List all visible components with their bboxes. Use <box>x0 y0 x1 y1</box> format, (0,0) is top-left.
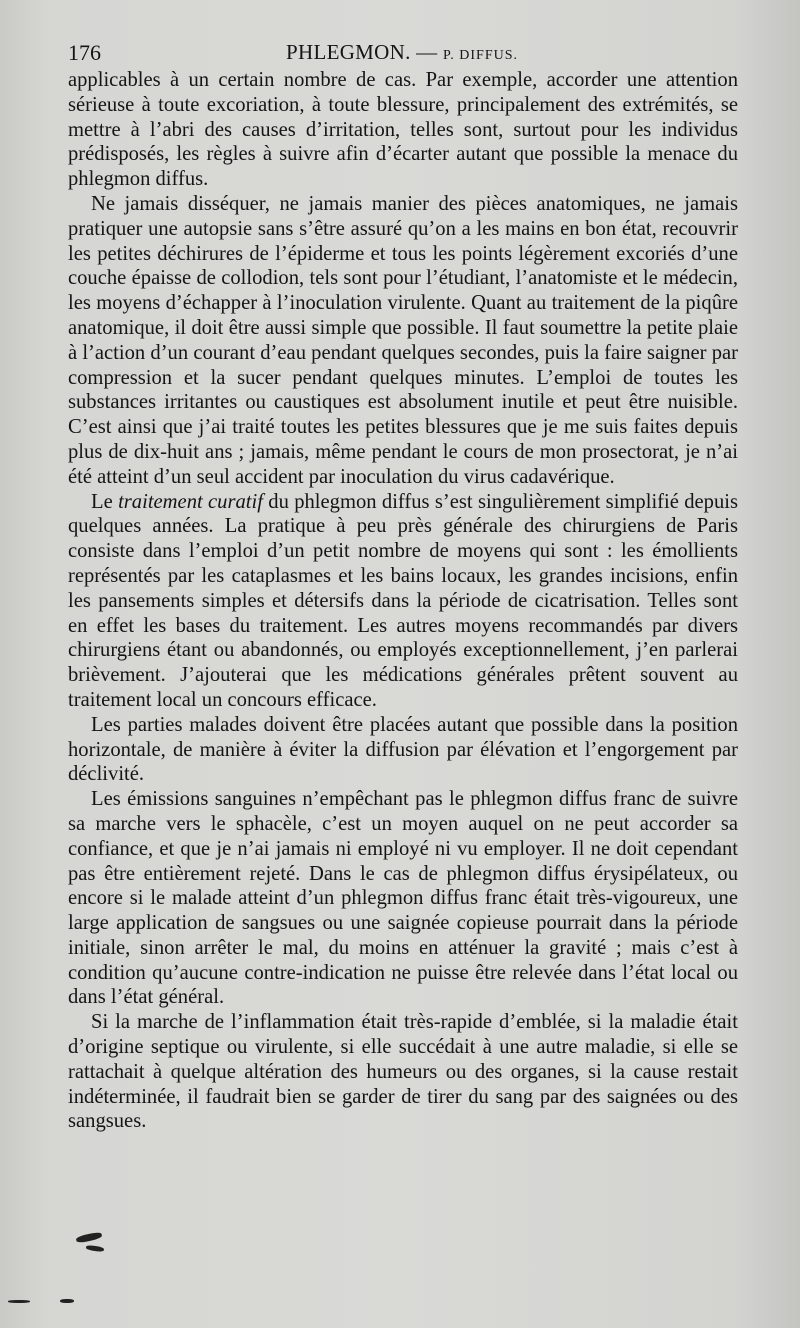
paragraph-lead: Le <box>91 490 119 513</box>
ink-smudge <box>8 1300 30 1303</box>
ink-smudge <box>76 1231 103 1243</box>
header-title-main: PHLEGMON. — <box>286 40 444 64</box>
body-text <box>68 68 738 1134</box>
ink-smudge <box>86 1245 105 1252</box>
ink-smudge <box>60 1299 74 1303</box>
paragraph: Les parties malades doivent être placées autant que possible dans la position horizontale, de manière à éviter la diffusion par élévation et l’engorgement par déclivité. <box>68 713 738 786</box>
header-title <box>286 40 518 65</box>
emphasis: traitement curatif <box>118 490 263 513</box>
paragraph: applicables à un certain nombre de cas. Par exemple, accorder une attention sérieuse à toute excoriation, à toute blessure, principalement des extrémités, se mettre à l’abri des causes d’irritation, telles sont, surtout pour les individus prédisposés, les règles à suivre afin d’écarter autant que possible la menace du phlegmon diffus. <box>68 69 738 191</box>
paragraph: Les émissions sanguines n’empêchant pas le phlegmon diffus franc de suivre sa marche vers le sphacèle, c’est un moyen auquel on ne peut accorder sa confiance, et que je n’ai jamais ni employé ni vu employer. Il ne doit cependant pas être entièrement rejeté. Dans le cas de phlegmon diffus érysipélateux, ou encore si le malade atteint d’un phlegmon diffus franc était très-vigoureux, une large application de sangsues ou une saignée copieuse pourrait dans la période initiale, sinon arrêter le mal, du moins en atténuer la gravité ; mais c’est à condition qu’aucune contre-indication ne puisse être relevée dans l’état local ou dans l’état général. <box>68 788 738 1009</box>
header-subtitle: P. DIFFUS. <box>443 48 519 63</box>
page-number: 176 <box>68 40 101 65</box>
paragraph <box>68 490 738 713</box>
paragraph: Ne jamais disséquer, ne jamais manier des pièces anatomiques, ne jamais pratiquer une autopsie sans s’être assuré qu’on a les mains en bon état, recouvrir les petites déchirures de l’épiderme et tous les points légèrement excoriés d’une couche épaisse de collodion, tels sont pour l’étudiant, l’anatomiste et le médecin, les moyens d’échapper à l’inoculation virulente. Quant au traitement de la piqûre anatomique, il doit être aussi simple que possible. Il faut soumettre la petite plaie à l’action d’un courant d’eau pendant quelques secondes, puis la faire saigner par compression et la sucer pendant quelques minutes. L’emploi de toutes les substances irritantes ou caustiques est absolument inutile et peut être nuisible. C’est ainsi que j’ai traité toutes les petites blessures que je me suis faites depuis plus de dix-huit ans ; jamais, même pendant le cours de mon prosectorat, je n’ai été atteint d’un seul accident par inoculation du virus cadavérique. <box>68 192 738 488</box>
running-header <box>68 40 738 68</box>
paragraph: Si la marche de l’inflammation était très-rapide d’emblée, si la maladie était d’origine septique ou virulente, si elle succédait à une autre maladie, si elle se rattachait à quelque altération des humeurs ou des organes, si la cause restait indéterminée, il faudrait bien se garder de tirer du sang par des saignées ou des sangsues. <box>68 1011 738 1133</box>
paragraph-rest: du phlegmon diffus s’est singulièrement simplifié depuis quelques années. La pratique à peu près générale des chirurgiens de Paris consiste dans l’emploi d’un petit nombre de moyens qui sont : les émollients représentés par les cataplasmes et les bains locaux, les grandes incisions, enfin les pansements simples et détersifs dans la période de cicatrisation. Telles sont en effet les bases du traitement. Les autres moyens recommandés par divers chirurgiens étant ou abandonnés, ou employés exceptionnellement, j’en parlerai brièvement. J’ajouterai que les médications générales prêtent souvent au traitement local un concours efficace. <box>68 490 738 711</box>
